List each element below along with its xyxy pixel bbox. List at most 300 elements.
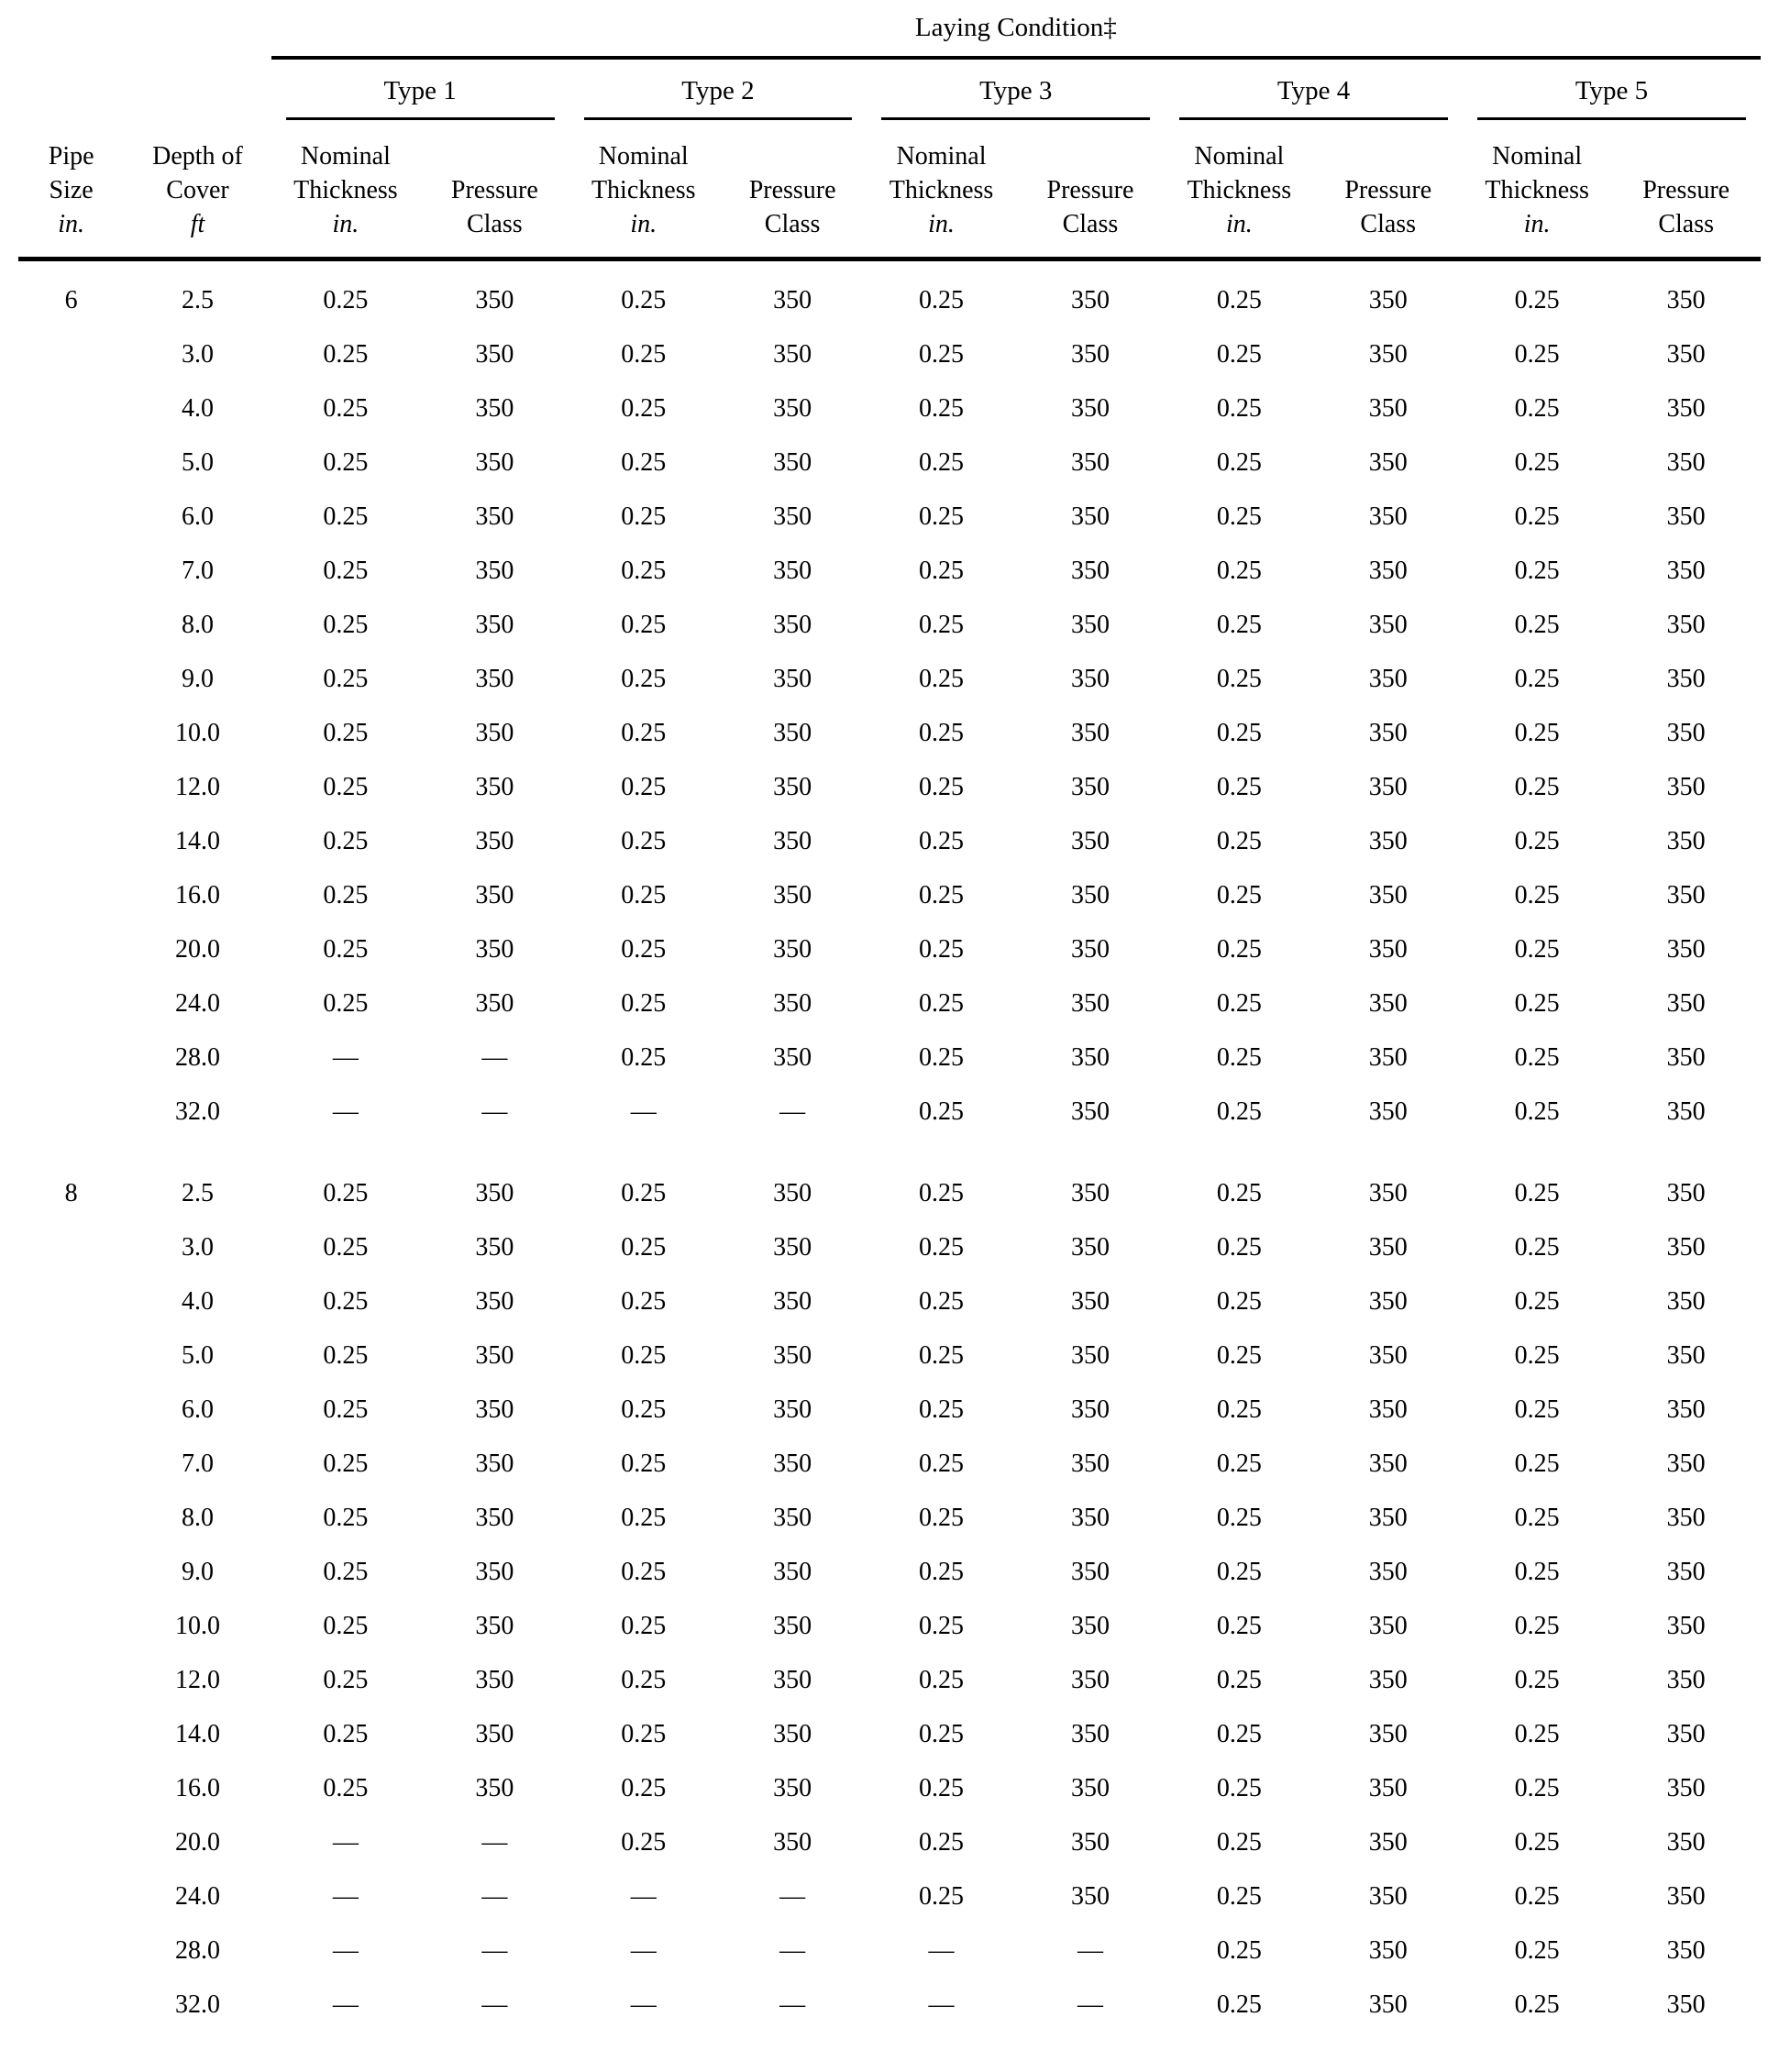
depth-cell: 16.0 [175, 1774, 220, 1803]
pipe-size-cell [18, 1221, 124, 1275]
laying-condition-spacer [18, 13, 271, 60]
pressure-class-cell: 350 [1070, 1179, 1110, 1208]
laying-condition-row [18, 13, 1761, 60]
pressure-class-cell: 350 [1368, 881, 1408, 910]
table-row [18, 1654, 1761, 1708]
pressure-class-cell: 350 [1666, 1341, 1706, 1371]
pressure-class-cell: 350 [1070, 1828, 1110, 1857]
table-row [18, 653, 1761, 707]
thickness-cell: 0.25 [919, 1666, 965, 1695]
pressure-class-cell: 350 [475, 935, 514, 964]
thickness-cell: — [630, 1882, 657, 1912]
pressure-class-cell: 350 [1368, 773, 1408, 802]
thickness-cell: 0.25 [1216, 1287, 1262, 1317]
thickness-cell: 0.25 [621, 989, 667, 1019]
pressure-class-cell: — [481, 1990, 508, 2020]
pressure-class-cell: — [1077, 1990, 1103, 2020]
pressure-class-header-type4: Pressure Class [1314, 120, 1463, 261]
thickness-cell: 0.25 [621, 557, 667, 586]
pressure-class-cell: 350 [475, 340, 514, 369]
pipe-size-cell [18, 761, 124, 815]
column-header-row [18, 120, 1761, 261]
pressure-class-cell: 350 [1070, 340, 1110, 369]
pressure-class-cell: 350 [1368, 1097, 1408, 1127]
depth-cell: 4.0 [182, 394, 214, 424]
thickness-cell: 0.25 [919, 1341, 965, 1371]
pressure-class-cell: 350 [475, 827, 514, 856]
pipe-size-cell [18, 1383, 124, 1438]
thickness-cell: 0.25 [621, 1774, 667, 1803]
pressure-class-cell: 350 [1666, 1287, 1706, 1317]
pressure-class-cell: — [481, 1882, 508, 1912]
depth-cell: 2.5 [182, 1179, 214, 1208]
pressure-class-cell: 350 [773, 773, 812, 802]
group-spacer-cell [18, 1140, 1761, 1167]
depth-cell: 20.0 [175, 935, 220, 964]
thickness-cell: 0.25 [1514, 719, 1560, 748]
thickness-cell: 0.25 [323, 1720, 369, 1749]
pressure-class-cell: 350 [475, 773, 514, 802]
thickness-cell: 0.25 [1514, 1774, 1560, 1803]
thickness-cell: 0.25 [621, 1341, 667, 1371]
pressure-class-cell: 350 [773, 340, 812, 369]
thickness-cell: — [332, 1043, 359, 1073]
depth-cell: 6.0 [182, 1395, 214, 1425]
thickness-cell: 0.25 [621, 611, 667, 640]
thickness-cell: 0.25 [323, 827, 369, 856]
thickness-cell: 0.25 [323, 1774, 369, 1803]
thickness-cell: 0.25 [919, 665, 965, 694]
type-row-spacer [18, 60, 271, 120]
pressure-class-cell: 350 [475, 1666, 514, 1695]
thickness-cell: 0.25 [1514, 1882, 1560, 1912]
pressure-class-cell: 350 [773, 881, 812, 910]
thickness-cell: 0.25 [621, 1043, 667, 1073]
thickness-cell: 0.25 [1514, 1287, 1560, 1317]
pressure-class-cell: 350 [1070, 1558, 1110, 1587]
thickness-cell: 0.25 [919, 1882, 965, 1912]
pressure-class-cell: 350 [1070, 1449, 1110, 1479]
pressure-class-cell: 350 [1368, 1882, 1408, 1912]
pressure-class-cell: 350 [1666, 394, 1706, 424]
table-row [18, 436, 1761, 490]
thickness-cell: 0.25 [323, 448, 369, 478]
table-row [18, 1600, 1761, 1654]
pipe-size-cell [18, 1924, 124, 1978]
pressure-class-cell: 350 [773, 611, 812, 640]
pressure-class-cell: 350 [1070, 881, 1110, 910]
table-row [18, 382, 1761, 436]
pressure-class-cell: 350 [1368, 1828, 1408, 1857]
pressure-class-cell: 350 [1368, 1287, 1408, 1317]
pressure-class-cell: 350 [1070, 1882, 1110, 1912]
thickness-cell: 0.25 [1216, 1882, 1262, 1912]
pressure-class-cell: — [481, 1043, 508, 1073]
pressure-class-header-type1: Pressure Class [420, 120, 569, 261]
pressure-class-cell: 350 [1070, 1666, 1110, 1695]
pipe-size-cell [18, 1438, 124, 1492]
pressure-class-header-type3: Pressure Class [1016, 120, 1165, 261]
pressure-class-cell: 350 [1368, 448, 1408, 478]
thickness-cell: 0.25 [1514, 1666, 1560, 1695]
pressure-class-cell: 350 [773, 989, 812, 1019]
pressure-class-cell: 350 [773, 557, 812, 586]
pressure-class-cell: 350 [1368, 286, 1408, 315]
table-row [18, 869, 1761, 923]
table-row [18, 328, 1761, 382]
type-1-header: Type 1 [271, 60, 569, 120]
thickness-cell: — [332, 1828, 359, 1857]
thickness-cell: 0.25 [1216, 340, 1262, 369]
thickness-cell: 0.25 [1514, 935, 1560, 964]
thickness-cell: 0.25 [1514, 448, 1560, 478]
thickness-cell: 0.25 [1514, 394, 1560, 424]
pressure-class-cell: 350 [1666, 665, 1706, 694]
thickness-cell: 0.25 [919, 286, 965, 315]
pressure-class-cell: 350 [475, 611, 514, 640]
depth-cell: 9.0 [182, 1558, 214, 1587]
pipe-size-cell [18, 1492, 124, 1546]
depth-cell: 28.0 [175, 1936, 220, 1966]
thickness-cell: 0.25 [919, 1612, 965, 1641]
depth-cell: 12.0 [175, 1666, 220, 1695]
pressure-class-cell: — [481, 1936, 508, 1966]
table-row [18, 1275, 1761, 1329]
thickness-cell: — [630, 1097, 657, 1127]
thickness-cell: 0.25 [323, 665, 369, 694]
thickness-cell: 0.25 [1514, 1233, 1560, 1262]
pipe-size-cell [18, 1870, 124, 1924]
thickness-cell: 0.25 [323, 1233, 369, 1262]
thickness-cell: 0.25 [1216, 502, 1262, 532]
pressure-class-cell: 350 [773, 394, 812, 424]
thickness-cell: 0.25 [1216, 1558, 1262, 1587]
thickness-cell: 0.25 [621, 1558, 667, 1587]
group-spacer [18, 1140, 1761, 1167]
depth-cell: 24.0 [175, 1882, 220, 1912]
thickness-cell: 0.25 [621, 1179, 667, 1208]
thickness-cell: 0.25 [323, 394, 369, 424]
pipe-size-cell [18, 653, 124, 707]
pressure-class-cell: 350 [773, 448, 812, 478]
pressure-class-cell: 350 [475, 1558, 514, 1587]
table-row [18, 1978, 1761, 2033]
pressure-class-cell: 350 [1666, 1043, 1706, 1073]
thickness-cell: 0.25 [919, 1233, 965, 1262]
thickness-cell: 0.25 [919, 1774, 965, 1803]
pressure-class-cell: 350 [1666, 1233, 1706, 1262]
thickness-cell: 0.25 [1514, 1936, 1560, 1966]
thickness-cell: 0.25 [1514, 1504, 1560, 1533]
thickness-cell: 0.25 [1216, 1097, 1262, 1127]
depth-cell: 10.0 [175, 1612, 220, 1641]
thickness-cell: — [928, 1990, 955, 2020]
pressure-class-cell: 350 [773, 502, 812, 532]
pressure-class-cell: 350 [1368, 935, 1408, 964]
pressure-class-cell: — [779, 1097, 806, 1127]
thickness-cell: 0.25 [621, 1233, 667, 1262]
thickness-cell: 0.25 [1216, 611, 1262, 640]
pressure-class-cell: 350 [475, 1612, 514, 1641]
pressure-class-cell: 350 [1070, 1341, 1110, 1371]
depth-cell: 10.0 [175, 719, 220, 748]
thickness-cell: 0.25 [1216, 665, 1262, 694]
pressure-class-cell: 350 [1368, 1720, 1408, 1749]
thickness-cell: 0.25 [323, 1504, 369, 1533]
pressure-class-cell: 350 [1070, 394, 1110, 424]
pressure-class-cell: 350 [773, 1233, 812, 1262]
pressure-class-cell: 350 [773, 1828, 812, 1857]
pressure-class-cell: 350 [475, 286, 514, 315]
pressure-class-cell: 350 [1368, 1990, 1408, 2020]
thickness-cell: 0.25 [621, 340, 667, 369]
thickness-cell: 0.25 [1514, 827, 1560, 856]
pressure-class-cell: 350 [1666, 1936, 1706, 1966]
pressure-class-cell: 350 [1070, 1612, 1110, 1641]
thickness-cell: 0.25 [1216, 1504, 1262, 1533]
pressure-class-cell: 350 [475, 665, 514, 694]
pressure-class-cell: 350 [773, 719, 812, 748]
pressure-class-cell: 350 [1666, 1828, 1706, 1857]
table-row [18, 261, 1761, 328]
thickness-cell: 0.25 [1514, 665, 1560, 694]
depth-cell: 32.0 [175, 1097, 220, 1127]
pressure-class-cell: 350 [1666, 989, 1706, 1019]
pressure-class-cell: 350 [1368, 1395, 1408, 1425]
thickness-cell: 0.25 [323, 611, 369, 640]
thickness-cell: 0.25 [919, 1558, 965, 1587]
pressure-class-cell: 350 [1070, 1395, 1110, 1425]
pressure-class-cell: 350 [475, 557, 514, 586]
pressure-class-cell: 350 [773, 1395, 812, 1425]
thickness-cell: 0.25 [919, 773, 965, 802]
pipe-size-cell [18, 707, 124, 761]
thickness-cell: 0.25 [919, 881, 965, 910]
thickness-cell: 0.25 [1514, 1612, 1560, 1641]
pressure-class-cell: 350 [1368, 1936, 1408, 1966]
pressure-class-cell: 350 [773, 935, 812, 964]
pressure-class-cell: 350 [475, 719, 514, 748]
thickness-cell: — [332, 1990, 359, 2020]
thickness-cell: 0.25 [323, 1395, 369, 1425]
pipe-size-cell [18, 1816, 124, 1870]
thickness-cell: 0.25 [1216, 1612, 1262, 1641]
thickness-cell: 0.25 [323, 1666, 369, 1695]
pressure-class-cell: 350 [1666, 340, 1706, 369]
table-row [18, 761, 1761, 815]
pressure-class-cell: 350 [1070, 557, 1110, 586]
thickness-cell: 0.25 [1216, 1043, 1262, 1073]
thickness-cell: — [630, 1936, 657, 1966]
thickness-cell: 0.25 [1216, 989, 1262, 1019]
thickness-cell: 0.25 [1216, 1233, 1262, 1262]
thickness-cell: 0.25 [1216, 1179, 1262, 1208]
pipe-size-cell [18, 1329, 124, 1383]
pressure-class-cell: — [779, 1936, 806, 1966]
pressure-class-cell: 350 [1368, 394, 1408, 424]
depth-cell: 8.0 [182, 611, 214, 640]
thickness-cell: 0.25 [919, 989, 965, 1019]
thickness-cell: 0.25 [1514, 502, 1560, 532]
thickness-cell: 0.25 [323, 881, 369, 910]
pipe-size-cell [18, 436, 124, 490]
pressure-class-cell: 350 [773, 827, 812, 856]
pipe-size-cell [18, 599, 124, 653]
pressure-class-cell: 350 [475, 394, 514, 424]
table-row [18, 1924, 1761, 1978]
pressure-class-cell: 350 [1368, 1504, 1408, 1533]
depth-cell: 14.0 [175, 827, 220, 856]
pressure-class-cell: 350 [1666, 286, 1706, 315]
pressure-class-cell: 350 [1070, 1043, 1110, 1073]
pressure-class-cell: 350 [1070, 665, 1110, 694]
pressure-class-cell: 350 [1666, 1558, 1706, 1587]
pipe-size-cell [18, 382, 124, 436]
depth-cell: 8.0 [182, 1504, 214, 1533]
pressure-class-cell: — [1077, 1936, 1103, 1966]
thickness-cell: 0.25 [621, 286, 667, 315]
thickness-cell: 0.25 [1514, 773, 1560, 802]
pressure-class-cell: 350 [1070, 448, 1110, 478]
thickness-cell: 0.25 [323, 286, 369, 315]
pressure-class-cell: 350 [773, 1666, 812, 1695]
pipe-size-cell [18, 1762, 124, 1816]
pressure-class-header-type5: Pressure Class [1611, 120, 1761, 261]
thickness-cell: 0.25 [1216, 827, 1262, 856]
thickness-cell: 0.25 [1514, 611, 1560, 640]
pressure-class-cell: 350 [475, 1341, 514, 1371]
type-header-row [18, 60, 1761, 120]
pressure-class-cell: 350 [1666, 773, 1706, 802]
thickness-cell: 0.25 [1514, 1341, 1560, 1371]
depth-cell: 7.0 [182, 1449, 214, 1479]
pressure-class-cell: 350 [1070, 719, 1110, 748]
table-row [18, 815, 1761, 869]
depth-cell: 2.5 [182, 286, 214, 315]
depth-cell: 6.0 [182, 502, 214, 532]
pressure-class-cell: — [779, 1882, 806, 1912]
nominal-thickness-header-type2: Nominal Thickness in. [569, 120, 718, 261]
pipe-size-cell: 6 [64, 286, 78, 315]
thickness-cell: 0.25 [323, 1179, 369, 1208]
thickness-cell: 0.25 [621, 1612, 667, 1641]
nominal-thickness-header-type1: Nominal Thickness in. [271, 120, 420, 261]
thickness-cell: 0.25 [621, 394, 667, 424]
pressure-class-cell: 350 [1368, 1179, 1408, 1208]
pressure-class-cell: 350 [1070, 773, 1110, 802]
thickness-cell: 0.25 [621, 1395, 667, 1425]
pressure-class-cell: 350 [1070, 611, 1110, 640]
thickness-cell: 0.25 [1216, 448, 1262, 478]
pipe-size-cell [18, 328, 124, 382]
pressure-class-cell: 350 [475, 989, 514, 1019]
pressure-class-cell: 350 [773, 1774, 812, 1803]
pressure-class-cell: 350 [1368, 611, 1408, 640]
nominal-thickness-header-type4: Nominal Thickness in. [1165, 120, 1313, 261]
pressure-class-cell: 350 [1666, 1666, 1706, 1695]
pressure-class-cell: 350 [773, 1341, 812, 1371]
pressure-class-cell: 350 [1368, 502, 1408, 532]
thickness-cell: 0.25 [1514, 989, 1560, 1019]
thickness-cell: 0.25 [323, 1558, 369, 1587]
pressure-class-cell: 350 [475, 448, 514, 478]
thickness-cell: 0.25 [919, 1720, 965, 1749]
pressure-class-cell: 350 [1070, 286, 1110, 315]
pressure-class-cell: 350 [1070, 935, 1110, 964]
thickness-cell: 0.25 [621, 1666, 667, 1695]
table-row [18, 707, 1761, 761]
table-row [18, 1383, 1761, 1438]
depth-cell: 14.0 [175, 1720, 220, 1749]
pressure-class-cell: 350 [1070, 502, 1110, 532]
thickness-cell: — [928, 1936, 955, 1966]
pressure-class-cell: 350 [1070, 1233, 1110, 1262]
pressure-class-cell: 350 [773, 1043, 812, 1073]
table-row [18, 1086, 1761, 1140]
thickness-cell: 0.25 [323, 719, 369, 748]
thickness-cell: 0.25 [1216, 1720, 1262, 1749]
depth-cell: 5.0 [182, 1341, 214, 1371]
thickness-cell: — [332, 1882, 359, 1912]
table-row [18, 599, 1761, 653]
thickness-cell: 0.25 [1514, 557, 1560, 586]
depth-of-cover-header: Depth of Cover ft [124, 120, 271, 261]
pressure-class-cell: 350 [475, 1774, 514, 1803]
thickness-cell: 0.25 [323, 557, 369, 586]
thickness-cell: 0.25 [323, 989, 369, 1019]
table-row [18, 1708, 1761, 1762]
thickness-cell: 0.25 [919, 1287, 965, 1317]
type-4-header: Type 4 [1165, 60, 1463, 120]
pressure-class-cell: 350 [773, 1504, 812, 1533]
thickness-cell: 0.25 [323, 773, 369, 802]
nominal-thickness-header-type5: Nominal Thickness in. [1463, 120, 1611, 261]
pressure-class-cell: 350 [1368, 557, 1408, 586]
pressure-class-table [18, 13, 1761, 2033]
thickness-cell: 0.25 [1216, 1395, 1262, 1425]
pressure-class-header-type2: Pressure Class [718, 120, 867, 261]
pressure-class-cell: 350 [1070, 1504, 1110, 1533]
table-row [18, 1329, 1761, 1383]
pressure-class-cell: 350 [1666, 827, 1706, 856]
thickness-cell: 0.25 [323, 935, 369, 964]
table-row [18, 1870, 1761, 1924]
thickness-cell: 0.25 [1514, 286, 1560, 315]
thickness-cell: 0.25 [323, 502, 369, 532]
pipe-size-cell [18, 1708, 124, 1762]
pressure-class-cell: 350 [475, 1449, 514, 1479]
thickness-cell: 0.25 [1514, 1828, 1560, 1857]
thickness-cell: 0.25 [1216, 394, 1262, 424]
thickness-cell: 0.25 [919, 935, 965, 964]
pressure-class-cell: 350 [773, 1287, 812, 1317]
thickness-cell: 0.25 [919, 1097, 965, 1127]
thickness-cell: 0.25 [1514, 881, 1560, 910]
table-row [18, 1492, 1761, 1546]
thickness-cell: 0.25 [919, 1449, 965, 1479]
thickness-cell: 0.25 [919, 1395, 965, 1425]
pressure-class-cell: 350 [773, 1449, 812, 1479]
depth-cell: 28.0 [175, 1043, 220, 1073]
pressure-class-cell: — [481, 1097, 508, 1127]
depth-cell: 12.0 [175, 773, 220, 802]
laying-condition-title: Laying Condition‡ [271, 13, 1761, 60]
pipe-size-cell [18, 545, 124, 599]
depth-cell: 4.0 [182, 1287, 214, 1317]
pressure-class-cell: 350 [1666, 719, 1706, 748]
pressure-class-cell: 350 [773, 1720, 812, 1749]
pressure-class-cell: 350 [773, 286, 812, 315]
